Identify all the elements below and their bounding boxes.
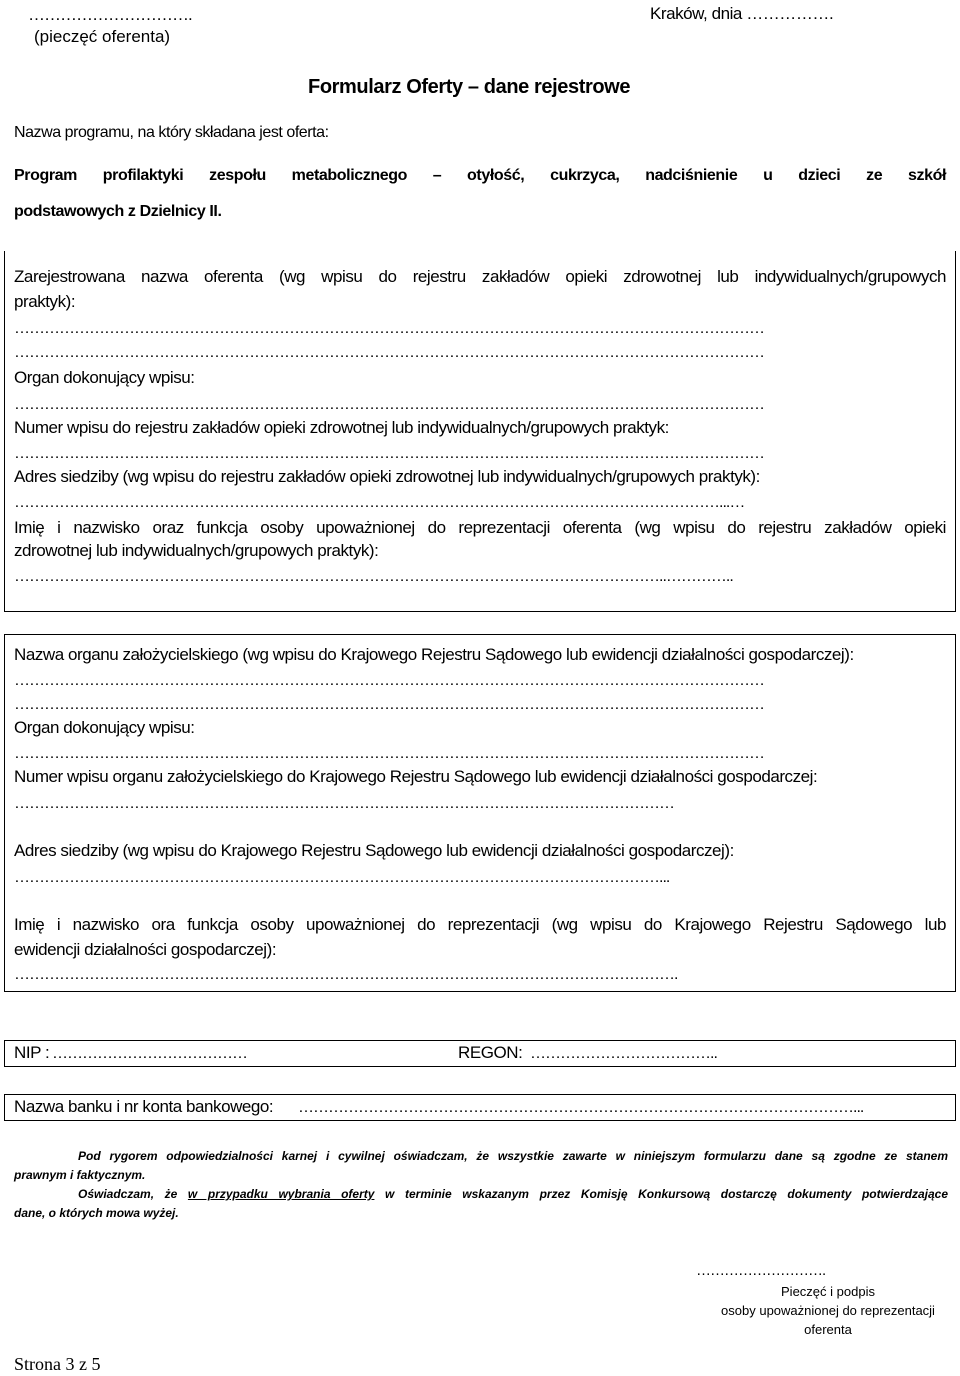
founder-organ-field[interactable]: …………………………………………………………………………………………………………………………………… (14, 745, 764, 762)
founder-name-field-1[interactable]: …………………………………………………………………………………………………………………………………… (14, 672, 764, 689)
declaration-liability-cont: prawnym i faktycznym. (14, 1168, 146, 1182)
place-date: Kraków, dnia ……………. (650, 4, 834, 23)
bank-field[interactable]: …………………………………………………………………………………………………... (298, 1099, 864, 1116)
registering-organ-field[interactable]: …………………………………………………………………………………………………………………………………… (14, 396, 764, 413)
representative-label-cont: zdrowotnej lub indywidualnych/grupowych praktyk): (14, 541, 379, 560)
declaration-documents (78, 1185, 948, 1204)
founder-number-label: Numer wpisu organu założycielskiego do Krajowego Rejestru Sądowego lub ewidencji działalności gospodarczej: (14, 767, 818, 786)
registered-name-field-2[interactable]: …………………………………………………………………………………………………………………………………… (14, 344, 764, 361)
founder-number-field[interactable]: …………………………………………………………………………………………………………………… (14, 795, 674, 812)
program-name-line1: Program profilaktyki zespołu metabolicznego – otyłość, cukrzyca, nadciśnienie u dzieci ze szkół (14, 167, 946, 184)
stamp-label: (pieczęć oferenta) (34, 27, 171, 46)
address-label: Adres siedziby (wg wpisu do rejestru zakładów opieki zdrowotnej lub indywidualnych/grupowych praktyk): (14, 467, 760, 486)
stamp-dots: …………………………. (28, 5, 192, 24)
declaration-documents-underlined: w przypadku wybrania oferty (187, 1187, 375, 1201)
founder-representative-field[interactable]: ……………………………………………………………………………………………………………………. (14, 966, 678, 983)
signature-line2: osoby upoważnionej do reprezentacji (721, 1303, 935, 1318)
representative-label: Imię i nazwisko oraz funkcja osoby upoważnionej do reprezentacji oferenta (wg wpisu do rejestru zakładów opieki (14, 518, 946, 537)
signature-block (700, 1282, 956, 1339)
program-label: Nazwa programu, na który składana jest oferta: (14, 124, 329, 141)
regon-label: REGON: (458, 1043, 523, 1062)
founder-representative-label-cont: ewidencji działalności gospodarczej): (14, 940, 277, 959)
founder-name-field-2[interactable]: …………………………………………………………………………………………………………………………………… (14, 696, 764, 713)
nip-field[interactable]: ………………………………… (52, 1045, 247, 1062)
registered-name-label: Zarejestrowana nazwa oferenta (wg wpisu do rejestru zakładów opieki zdrowotnej lub indywidualnych/grupowych (14, 267, 946, 286)
regon-field[interactable]: ……………………………….. (530, 1045, 717, 1062)
stamp-placeholder (28, 4, 228, 48)
declaration-liability: Pod rygorem odpowiedzialności karnej i cywilnej oświadczam, że wszystkie zawarte w niniejszym formularzu dane są zgodne ze stanem (78, 1149, 948, 1163)
page-number: Strona 3 z 5 (14, 1354, 101, 1374)
founder-representative-label: Imię i nazwisko ora funkcja osoby upoważnionej do reprezentacji (wg wpisu do Krajowego Rejestru Sądowego lub (14, 915, 946, 934)
declaration-documents-b: w terminie wskazanym przez Komisję Konkursową dostarczę dokumenty potwierdzające (374, 1187, 948, 1201)
founder-name-label: Nazwa organu założycielskiego (wg wpisu do Krajowego Rejestru Sądowego lub ewidencji działalności gospodarczej): (14, 645, 854, 664)
signature-line3: oferenta (804, 1322, 852, 1337)
signature-dots: ………………………. (696, 1262, 826, 1279)
registered-name-label-cont: praktyk): (14, 292, 76, 311)
bank-label: Nazwa banku i nr konta bankowego: (14, 1097, 274, 1116)
registry-number-field[interactable]: …………………………………………………………………………………………………………………………………… (14, 445, 764, 462)
founder-address-field[interactable]: …………………………………………………………………………………………………………………... (14, 869, 670, 886)
registering-organ-label: Organ dokonujący wpisu: (14, 368, 195, 387)
declaration-documents-cont: dane, o których mowa wyżej. (14, 1206, 179, 1220)
registered-name-field-1[interactable]: …………………………………………………………………………………………………………………………………… (14, 320, 764, 337)
registry-number-label: Numer wpisu do rejestru zakładów opieki zdrowotnej lub indywidualnych/grupowych praktyk: (14, 418, 669, 437)
founder-organ-label: Organ dokonujący wpisu: (14, 718, 195, 737)
founder-address-label: Adres siedziby (wg wpisu do Krajowego Rejestru Sądowego lub ewidencji działalności gospodarczej): (14, 841, 734, 860)
signature-line1: Pieczęć i podpis (781, 1284, 875, 1299)
program-name-line2: podstawowych z Dzielnicy II. (14, 203, 222, 220)
page-title: Formularz Oferty – dane rejestrowe (308, 76, 631, 98)
representative-field[interactable]: …………………………………………………………………………………………………………………..………….. (14, 568, 733, 585)
nip-label: NIP : (14, 1043, 50, 1062)
declaration-documents-a: Oświadczam, że (78, 1187, 188, 1201)
address-field[interactable]: ……………………………………………………………………………………………………………………………...… (14, 494, 745, 511)
